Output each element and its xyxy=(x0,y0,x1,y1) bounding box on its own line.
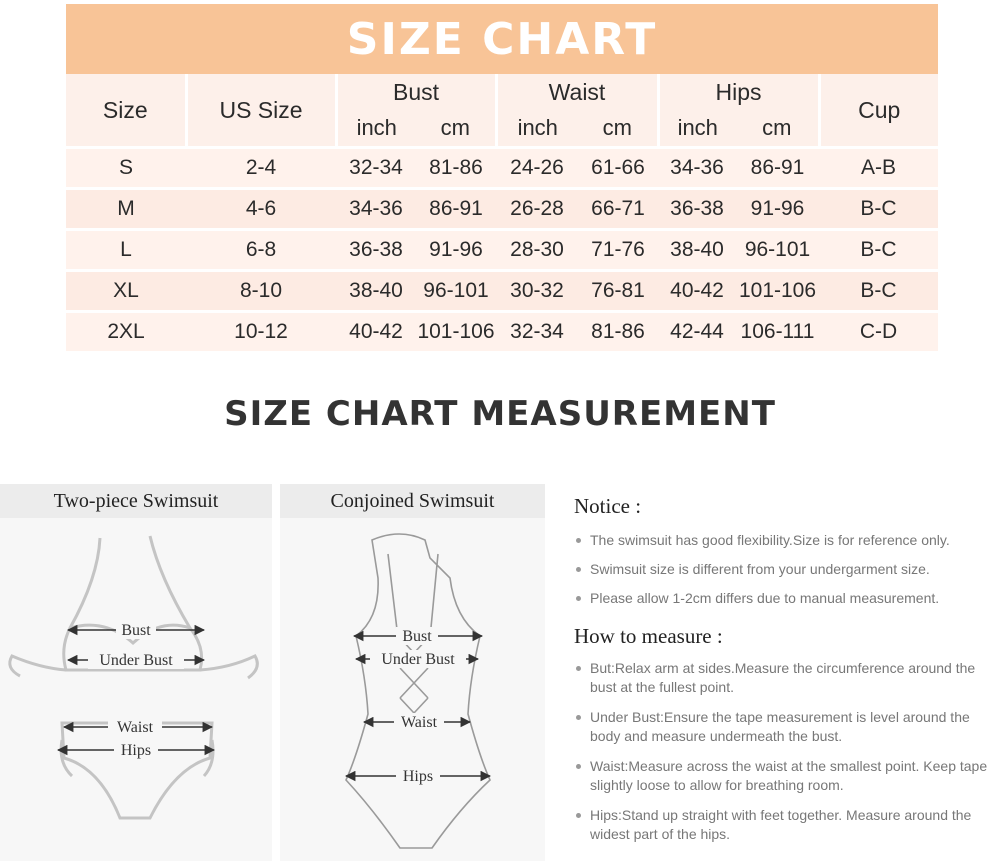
table-header-row xyxy=(66,74,938,110)
cell-waist-cm: 71-76 xyxy=(578,230,658,271)
unit-hips-cm: cm xyxy=(736,110,819,148)
swimsuit-outline xyxy=(346,534,490,848)
cell-size: L xyxy=(66,230,186,271)
how-to-heading: How to measure : xyxy=(574,624,723,648)
table-row xyxy=(66,230,938,271)
cell-cup: B-C xyxy=(819,230,938,271)
how-to-list xyxy=(574,659,1000,844)
cell-hips-inch: 36-38 xyxy=(658,189,736,230)
list-item: Under Bust:Ensure the tape measurement is level around the body and measure undermeath the bust. xyxy=(574,708,1000,746)
unit-hips-inch: inch xyxy=(658,110,736,148)
cell-cup: A-B xyxy=(819,148,938,189)
notes-column xyxy=(574,490,1000,855)
cell-bust-cm: 86-91 xyxy=(416,189,496,230)
two-piece-title: Two-piece Swimsuit xyxy=(0,484,272,518)
cell-bust-inch: 38-40 xyxy=(336,271,416,312)
waist-label: Waist xyxy=(400,714,438,731)
cell-waist-cm: 81-86 xyxy=(578,312,658,353)
cell-waist-inch: 24-26 xyxy=(496,148,578,189)
notice-heading: Notice : xyxy=(574,494,642,518)
cell-bust-cm: 101-106 xyxy=(416,312,496,353)
measurement-title: SIZE CHART MEASUREMENT xyxy=(224,394,776,434)
cell-cup: B-C xyxy=(819,271,938,312)
conjoined-title: Conjoined Swimsuit xyxy=(280,484,545,518)
cell-cup: C-D xyxy=(819,312,938,353)
cell-size: 2XL xyxy=(66,312,186,353)
cell-hips-cm: 96-101 xyxy=(736,230,819,271)
header-us-size: US Size xyxy=(186,74,336,148)
cell-us-size: 4-6 xyxy=(186,189,336,230)
header-bust: Bust xyxy=(336,74,496,110)
cell-hips-inch: 38-40 xyxy=(658,230,736,271)
cell-waist-cm: 66-71 xyxy=(578,189,658,230)
cell-size: M xyxy=(66,189,186,230)
size-chart-title: SIZE CHART xyxy=(346,13,658,65)
cell-hips-cm: 106-111 xyxy=(736,312,819,353)
cell-size: S xyxy=(66,148,186,189)
cell-us-size: 8-10 xyxy=(186,271,336,312)
cell-cup: B-C xyxy=(819,189,938,230)
cell-hips-inch: 34-36 xyxy=(658,148,736,189)
hips-label: Hips xyxy=(402,768,434,785)
cell-waist-cm: 76-81 xyxy=(578,271,658,312)
unit-bust-cm: cm xyxy=(416,110,496,148)
bust-label: Bust xyxy=(121,622,151,639)
list-item: Hips:Stand up straight with feet together. Measure around the widest part of the hips. xyxy=(574,806,1000,844)
list-item: The swimsuit has good flexibility.Size is for reference only. xyxy=(574,531,1000,550)
table-row xyxy=(66,271,938,312)
list-item: Swimsuit size is different from your undergarment size. xyxy=(574,560,1000,579)
bikini-bottom-outline xyxy=(61,723,213,818)
cell-bust-inch: 34-36 xyxy=(336,189,416,230)
cell-waist-cm: 61-66 xyxy=(578,148,658,189)
table-row xyxy=(66,189,938,230)
cell-waist-inch: 32-34 xyxy=(496,312,578,353)
cell-us-size: 10-12 xyxy=(186,312,336,353)
cell-hips-cm: 86-91 xyxy=(736,148,819,189)
list-item: But:Relax arm at sides.Measure the circumference around the bust at the fullest point. xyxy=(574,659,1000,697)
header-size: Size xyxy=(66,74,186,148)
table-row xyxy=(66,312,938,353)
size-chart-table xyxy=(66,74,938,354)
cell-waist-inch: 28-30 xyxy=(496,230,578,271)
cell-waist-inch: 26-28 xyxy=(496,189,578,230)
two-piece-panel xyxy=(0,484,272,861)
cell-bust-cm: 96-101 xyxy=(416,271,496,312)
cell-bust-inch: 40-42 xyxy=(336,312,416,353)
cell-bust-cm: 81-86 xyxy=(416,148,496,189)
cell-hips-cm: 101-106 xyxy=(736,271,819,312)
cell-us-size: 2-4 xyxy=(186,148,336,189)
notice-list xyxy=(574,531,1000,608)
two-piece-swimsuit-illustration xyxy=(0,518,272,861)
cell-bust-inch: 32-34 xyxy=(336,148,416,189)
table-row xyxy=(66,148,938,189)
unit-waist-cm: cm xyxy=(578,110,658,148)
cell-hips-inch: 42-44 xyxy=(658,312,736,353)
size-chart-banner xyxy=(66,4,938,74)
unit-waist-inch: inch xyxy=(496,110,578,148)
list-item: Waist:Measure across the waist at the smallest point. Keep tape slightly loose to allow for breathing room. xyxy=(574,757,1000,795)
bust-label: Bust xyxy=(402,628,432,645)
cell-us-size: 6-8 xyxy=(186,230,336,271)
unit-bust-inch: inch xyxy=(336,110,416,148)
list-item: Please allow 1-2cm differs due to manual measurement. xyxy=(574,589,1000,608)
under-bust-label: Under Bust xyxy=(99,652,173,669)
header-hips: Hips xyxy=(658,74,819,110)
conjoined-panel xyxy=(280,484,545,861)
header-cup: Cup xyxy=(819,74,938,148)
cell-waist-inch: 30-32 xyxy=(496,271,578,312)
under-bust-label: Under Bust xyxy=(381,651,455,668)
cell-bust-cm: 91-96 xyxy=(416,230,496,271)
cell-size: XL xyxy=(66,271,186,312)
waist-label: Waist xyxy=(116,719,154,736)
cell-hips-cm: 91-96 xyxy=(736,189,819,230)
cell-hips-inch: 40-42 xyxy=(658,271,736,312)
hips-label: Hips xyxy=(120,742,152,759)
header-waist: Waist xyxy=(496,74,658,110)
conjoined-swimsuit-illustration xyxy=(280,518,545,861)
cell-bust-inch: 36-38 xyxy=(336,230,416,271)
